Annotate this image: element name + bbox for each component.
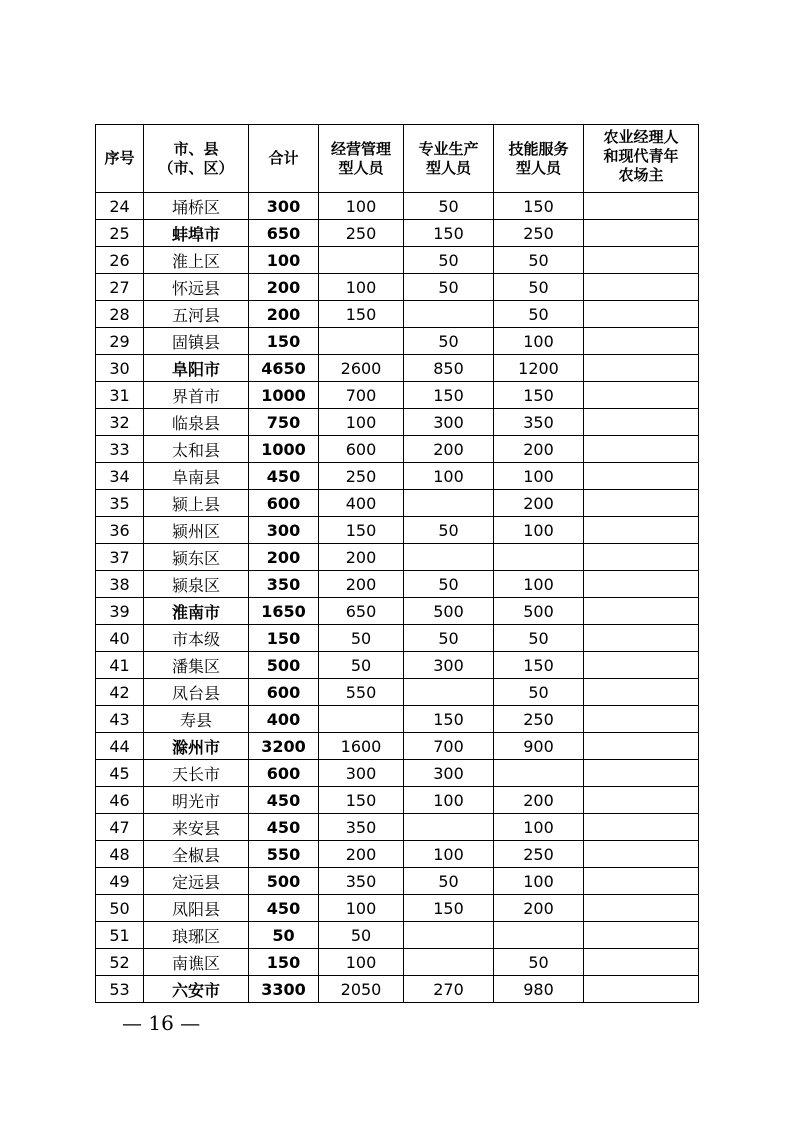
cell-total: 500 [249, 652, 319, 679]
cell-production: 100 [404, 841, 494, 868]
cell-manager [584, 679, 699, 706]
cell-skill: 980 [494, 976, 584, 1003]
cell-manager [584, 760, 699, 787]
table-row [96, 544, 699, 571]
table-row [96, 598, 699, 625]
cell-region: 颍东区 [144, 544, 249, 571]
cell-seq: 53 [96, 976, 144, 1003]
cell-production: 50 [404, 517, 494, 544]
cell-skill: 250 [494, 220, 584, 247]
cell-seq: 36 [96, 517, 144, 544]
cell-production [404, 949, 494, 976]
cell-total: 100 [249, 247, 319, 274]
cell-total: 1650 [249, 598, 319, 625]
cell-management: 150 [319, 787, 404, 814]
cell-region: 界首市 [144, 382, 249, 409]
cell-region: 滁州市 [144, 733, 249, 760]
cell-total: 150 [249, 328, 319, 355]
cell-skill: 500 [494, 598, 584, 625]
cell-skill: 50 [494, 247, 584, 274]
cell-skill: 100 [494, 463, 584, 490]
cell-manager [584, 625, 699, 652]
cell-production: 50 [404, 571, 494, 598]
cell-total: 450 [249, 787, 319, 814]
cell-skill: 350 [494, 409, 584, 436]
cell-production: 300 [404, 409, 494, 436]
header-production: 专业生产 型人员 [404, 125, 494, 193]
table-row [96, 868, 699, 895]
cell-skill: 1200 [494, 355, 584, 382]
cell-management: 550 [319, 679, 404, 706]
cell-skill: 50 [494, 679, 584, 706]
cell-manager [584, 571, 699, 598]
cell-manager [584, 274, 699, 301]
cell-skill [494, 760, 584, 787]
cell-manager [584, 949, 699, 976]
cell-management: 50 [319, 625, 404, 652]
cell-manager [584, 193, 699, 220]
cell-skill: 50 [494, 625, 584, 652]
cell-total: 450 [249, 463, 319, 490]
cell-production: 50 [404, 247, 494, 274]
table-row [96, 382, 699, 409]
cell-manager [584, 544, 699, 571]
cell-manager [584, 301, 699, 328]
cell-skill: 250 [494, 841, 584, 868]
cell-management: 2600 [319, 355, 404, 382]
cell-manager [584, 382, 699, 409]
cell-manager [584, 409, 699, 436]
cell-seq: 38 [96, 571, 144, 598]
cell-skill: 150 [494, 382, 584, 409]
cell-seq: 45 [96, 760, 144, 787]
table-row [96, 787, 699, 814]
cell-region: 凤阳县 [144, 895, 249, 922]
cell-skill: 900 [494, 733, 584, 760]
cell-seq: 42 [96, 679, 144, 706]
table-row [96, 409, 699, 436]
cell-skill: 200 [494, 895, 584, 922]
cell-production: 150 [404, 706, 494, 733]
cell-management: 350 [319, 814, 404, 841]
cell-manager [584, 814, 699, 841]
cell-seq: 27 [96, 274, 144, 301]
cell-management: 2050 [319, 976, 404, 1003]
header-row [96, 125, 699, 193]
cell-seq: 52 [96, 949, 144, 976]
cell-management: 100 [319, 274, 404, 301]
table-row [96, 571, 699, 598]
cell-region: 凤台县 [144, 679, 249, 706]
table-row [96, 274, 699, 301]
cell-management: 100 [319, 895, 404, 922]
cell-region: 市本级 [144, 625, 249, 652]
cell-production: 300 [404, 760, 494, 787]
cell-region: 六安市 [144, 976, 249, 1003]
table-row [96, 625, 699, 652]
cell-seq: 24 [96, 193, 144, 220]
table-row [96, 247, 699, 274]
cell-seq: 28 [96, 301, 144, 328]
header-total: 合计 [249, 125, 319, 193]
header-region: 市、县 （市、区） [144, 125, 249, 193]
cell-region: 天长市 [144, 760, 249, 787]
cell-region: 明光市 [144, 787, 249, 814]
cell-production: 50 [404, 625, 494, 652]
cell-total: 600 [249, 490, 319, 517]
cell-production: 200 [404, 436, 494, 463]
cell-total: 1000 [249, 382, 319, 409]
data-table [95, 124, 699, 1003]
cell-seq: 50 [96, 895, 144, 922]
table-body [96, 193, 699, 1003]
cell-manager [584, 247, 699, 274]
cell-total: 150 [249, 625, 319, 652]
table-row [96, 706, 699, 733]
cell-region: 全椒县 [144, 841, 249, 868]
cell-total: 400 [249, 706, 319, 733]
cell-management: 100 [319, 193, 404, 220]
header-skill: 技能服务 型人员 [494, 125, 584, 193]
cell-skill: 200 [494, 787, 584, 814]
cell-manager [584, 733, 699, 760]
cell-seq: 25 [96, 220, 144, 247]
cell-management: 350 [319, 868, 404, 895]
cell-seq: 41 [96, 652, 144, 679]
cell-manager [584, 328, 699, 355]
cell-production [404, 814, 494, 841]
cell-total: 3200 [249, 733, 319, 760]
cell-skill: 100 [494, 571, 584, 598]
cell-seq: 47 [96, 814, 144, 841]
page-number: — 16 — [122, 1011, 201, 1035]
cell-region: 蚌埠市 [144, 220, 249, 247]
cell-management: 700 [319, 382, 404, 409]
cell-seq: 48 [96, 841, 144, 868]
cell-region: 埇桥区 [144, 193, 249, 220]
cell-management: 150 [319, 517, 404, 544]
cell-total: 300 [249, 517, 319, 544]
cell-skill [494, 922, 584, 949]
cell-management: 200 [319, 544, 404, 571]
cell-production [404, 490, 494, 517]
cell-total: 650 [249, 220, 319, 247]
cell-skill: 50 [494, 301, 584, 328]
cell-manager [584, 652, 699, 679]
cell-skill: 50 [494, 274, 584, 301]
cell-region: 阜南县 [144, 463, 249, 490]
table-row [96, 760, 699, 787]
cell-skill: 100 [494, 517, 584, 544]
cell-management: 300 [319, 760, 404, 787]
table-row [96, 490, 699, 517]
table-row [96, 895, 699, 922]
cell-seq: 26 [96, 247, 144, 274]
cell-seq: 40 [96, 625, 144, 652]
table-row [96, 463, 699, 490]
table-row [96, 436, 699, 463]
cell-skill: 100 [494, 868, 584, 895]
cell-manager [584, 895, 699, 922]
cell-production: 150 [404, 220, 494, 247]
table-row [96, 841, 699, 868]
cell-skill: 100 [494, 814, 584, 841]
cell-region: 五河县 [144, 301, 249, 328]
cell-production: 500 [404, 598, 494, 625]
cell-region: 淮上区 [144, 247, 249, 274]
cell-seq: 49 [96, 868, 144, 895]
cell-total: 3300 [249, 976, 319, 1003]
cell-management [319, 706, 404, 733]
cell-region: 淮南市 [144, 598, 249, 625]
cell-production: 50 [404, 274, 494, 301]
cell-skill: 150 [494, 652, 584, 679]
cell-total: 600 [249, 679, 319, 706]
header-manager: 农业经理人 和现代青年 农场主 [584, 125, 699, 193]
cell-production: 100 [404, 463, 494, 490]
cell-region: 固镇县 [144, 328, 249, 355]
cell-region: 颍上县 [144, 490, 249, 517]
table-row [96, 193, 699, 220]
cell-production: 150 [404, 382, 494, 409]
cell-skill: 150 [494, 193, 584, 220]
cell-production: 100 [404, 787, 494, 814]
cell-seq: 39 [96, 598, 144, 625]
cell-manager [584, 220, 699, 247]
cell-management: 50 [319, 652, 404, 679]
cell-total: 450 [249, 895, 319, 922]
cell-management: 650 [319, 598, 404, 625]
cell-seq: 44 [96, 733, 144, 760]
cell-manager [584, 463, 699, 490]
cell-total: 200 [249, 544, 319, 571]
cell-seq: 30 [96, 355, 144, 382]
cell-region: 临泉县 [144, 409, 249, 436]
cell-region: 潘集区 [144, 652, 249, 679]
table-row [96, 355, 699, 382]
cell-production: 150 [404, 895, 494, 922]
table-row [96, 814, 699, 841]
cell-management: 200 [319, 841, 404, 868]
cell-manager [584, 517, 699, 544]
table-row [96, 976, 699, 1003]
cell-skill [494, 544, 584, 571]
cell-skill: 200 [494, 436, 584, 463]
table-row [96, 652, 699, 679]
cell-management: 100 [319, 949, 404, 976]
cell-manager [584, 976, 699, 1003]
cell-skill: 50 [494, 949, 584, 976]
cell-total: 150 [249, 949, 319, 976]
cell-manager [584, 787, 699, 814]
cell-management: 50 [319, 922, 404, 949]
table-row [96, 220, 699, 247]
table-row [96, 328, 699, 355]
header-management: 经营管理 型人员 [319, 125, 404, 193]
cell-region: 太和县 [144, 436, 249, 463]
cell-production: 300 [404, 652, 494, 679]
cell-seq: 37 [96, 544, 144, 571]
cell-seq: 31 [96, 382, 144, 409]
cell-production [404, 679, 494, 706]
cell-management [319, 328, 404, 355]
cell-production: 850 [404, 355, 494, 382]
cell-management: 1600 [319, 733, 404, 760]
cell-seq: 51 [96, 922, 144, 949]
cell-production [404, 544, 494, 571]
table-row [96, 922, 699, 949]
cell-region: 颍泉区 [144, 571, 249, 598]
cell-skill: 250 [494, 706, 584, 733]
cell-total: 4650 [249, 355, 319, 382]
table-row [96, 679, 699, 706]
cell-total: 550 [249, 841, 319, 868]
cell-manager [584, 598, 699, 625]
cell-manager [584, 868, 699, 895]
cell-seq: 46 [96, 787, 144, 814]
header-seq: 序号 [96, 125, 144, 193]
cell-region: 寿县 [144, 706, 249, 733]
cell-seq: 35 [96, 490, 144, 517]
cell-total: 600 [249, 760, 319, 787]
cell-manager [584, 841, 699, 868]
cell-management: 250 [319, 463, 404, 490]
cell-production [404, 301, 494, 328]
cell-manager [584, 355, 699, 382]
cell-manager [584, 706, 699, 733]
cell-total: 200 [249, 274, 319, 301]
cell-production [404, 922, 494, 949]
table-row [96, 301, 699, 328]
table-row [96, 517, 699, 544]
cell-management: 400 [319, 490, 404, 517]
cell-region: 来安县 [144, 814, 249, 841]
cell-total: 300 [249, 193, 319, 220]
cell-production: 270 [404, 976, 494, 1003]
table-row [96, 949, 699, 976]
cell-skill: 200 [494, 490, 584, 517]
cell-region: 怀远县 [144, 274, 249, 301]
cell-total: 200 [249, 301, 319, 328]
cell-management: 100 [319, 409, 404, 436]
cell-management: 150 [319, 301, 404, 328]
cell-production: 700 [404, 733, 494, 760]
cell-management: 250 [319, 220, 404, 247]
cell-total: 1000 [249, 436, 319, 463]
cell-production: 50 [404, 868, 494, 895]
cell-total: 50 [249, 922, 319, 949]
cell-manager [584, 490, 699, 517]
cell-management [319, 247, 404, 274]
cell-skill: 100 [494, 328, 584, 355]
cell-seq: 33 [96, 436, 144, 463]
cell-total: 750 [249, 409, 319, 436]
cell-seq: 43 [96, 706, 144, 733]
cell-region: 琅琊区 [144, 922, 249, 949]
cell-region: 阜阳市 [144, 355, 249, 382]
cell-production: 50 [404, 328, 494, 355]
cell-manager [584, 436, 699, 463]
cell-seq: 32 [96, 409, 144, 436]
cell-total: 350 [249, 571, 319, 598]
cell-management: 200 [319, 571, 404, 598]
cell-seq: 34 [96, 463, 144, 490]
cell-management: 600 [319, 436, 404, 463]
cell-total: 500 [249, 868, 319, 895]
cell-production: 50 [404, 193, 494, 220]
cell-region: 南谯区 [144, 949, 249, 976]
cell-region: 颍州区 [144, 517, 249, 544]
table-row [96, 733, 699, 760]
cell-total: 450 [249, 814, 319, 841]
cell-manager [584, 922, 699, 949]
cell-region: 定远县 [144, 868, 249, 895]
cell-seq: 29 [96, 328, 144, 355]
